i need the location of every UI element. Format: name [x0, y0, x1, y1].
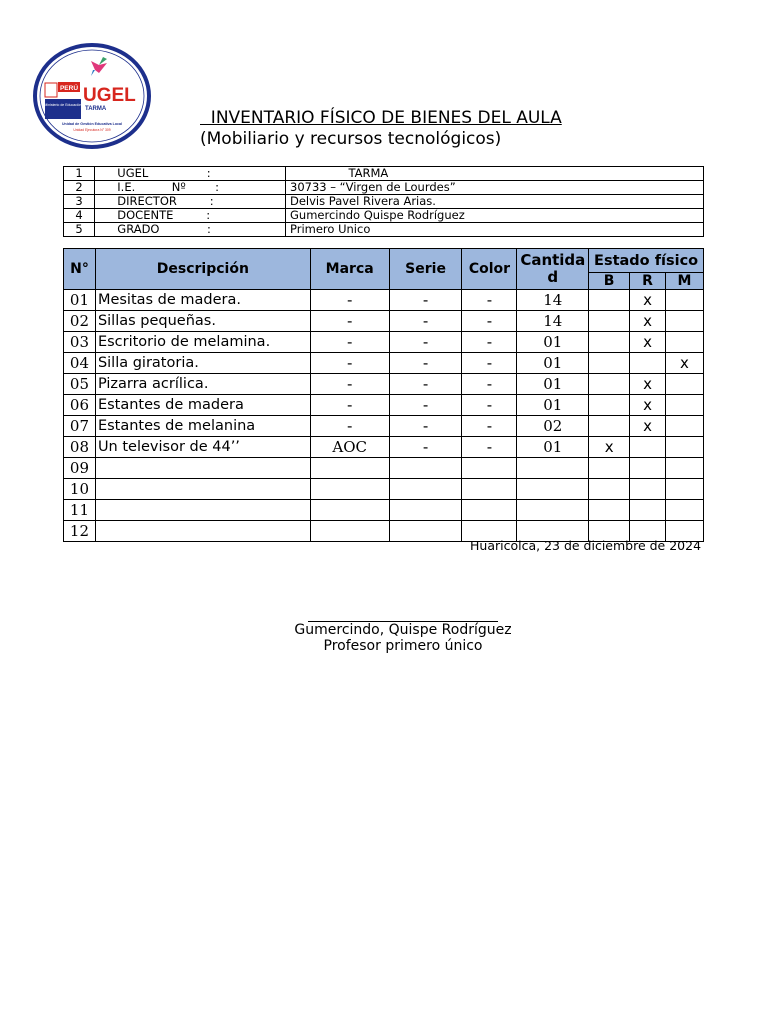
- row-state-b: [589, 458, 630, 479]
- row-state-r: x: [630, 290, 666, 311]
- header-serie: Serie: [389, 249, 462, 290]
- row-state-b: [589, 500, 630, 521]
- table-row: [64, 479, 704, 500]
- inventory-table: [63, 248, 704, 542]
- row-state-b: [589, 332, 630, 353]
- row-color: -: [462, 374, 517, 395]
- title-line-1: INVENTARIO FÍSICO DE BIENES DEL AULA: [200, 108, 562, 128]
- row-state-m: [665, 374, 703, 395]
- row-state-m: [665, 458, 703, 479]
- row-description: Pizarra acrílica.: [95, 374, 310, 395]
- row-serie: -: [389, 395, 462, 416]
- info-index: 2: [64, 181, 95, 195]
- header-state-m: M: [665, 273, 703, 290]
- row-serie: -: [389, 290, 462, 311]
- row-color: [462, 458, 517, 479]
- document-title: [200, 108, 600, 149]
- header-description: Descripción: [95, 249, 310, 290]
- row-state-b: [589, 290, 630, 311]
- row-state-m: [665, 479, 703, 500]
- row-brand: -: [310, 374, 389, 395]
- row-description: Silla giratoria.: [95, 353, 310, 374]
- info-index: 5: [64, 223, 95, 237]
- table-row: [64, 395, 704, 416]
- row-brand: -: [310, 311, 389, 332]
- row-brand: [310, 500, 389, 521]
- info-index: 3: [64, 195, 95, 209]
- row-number: 04: [64, 353, 96, 374]
- row-quantity: 14: [517, 290, 589, 311]
- row-number: 01: [64, 290, 96, 311]
- row-state-m: [665, 311, 703, 332]
- row-number: 03: [64, 332, 96, 353]
- row-brand: -: [310, 395, 389, 416]
- info-key: I.E. Nº :: [95, 181, 286, 195]
- date-line: Huaricolca, 23 de diciembre de 2024: [470, 538, 702, 553]
- row-serie: -: [389, 416, 462, 437]
- row-serie: -: [389, 437, 462, 458]
- header-quantity: Cantidad: [517, 249, 589, 290]
- info-key: DIRECTOR :: [95, 195, 286, 209]
- row-state-r: x: [630, 395, 666, 416]
- row-quantity: 02: [517, 416, 589, 437]
- table-row: [64, 353, 704, 374]
- row-color: [462, 500, 517, 521]
- row-description: Estantes de melanina: [95, 416, 310, 437]
- info-value: Primero Unico: [286, 223, 704, 237]
- row-number: 09: [64, 458, 96, 479]
- row-state-r: [630, 353, 666, 374]
- row-state-b: [589, 416, 630, 437]
- row-number: 07: [64, 416, 96, 437]
- row-state-r: x: [630, 311, 666, 332]
- table-row: [64, 437, 704, 458]
- svg-text:Unidad Ejecutora N° 309: Unidad Ejecutora N° 309: [73, 128, 111, 132]
- row-description: [95, 521, 310, 542]
- row-state-b: [589, 374, 630, 395]
- info-row: [64, 167, 704, 181]
- row-brand: -: [310, 416, 389, 437]
- row-color: -: [462, 332, 517, 353]
- row-quantity: 01: [517, 437, 589, 458]
- header-physical-state: Estado físico: [589, 249, 704, 273]
- row-serie: [389, 521, 462, 542]
- row-state-r: [630, 458, 666, 479]
- row-serie: -: [389, 332, 462, 353]
- header-state-b: B: [589, 273, 630, 290]
- row-number: 06: [64, 395, 96, 416]
- table-row: [64, 332, 704, 353]
- row-state-r: [630, 479, 666, 500]
- row-state-r: x: [630, 332, 666, 353]
- row-brand: [310, 458, 389, 479]
- row-brand: AOC: [310, 437, 389, 458]
- info-value: 30733 – “Virgen de Lourdes”: [286, 181, 704, 195]
- row-number: 12: [64, 521, 96, 542]
- info-key: DOCENTE :: [95, 209, 286, 223]
- info-value: Delvis Pavel Rivera Arias.: [286, 195, 704, 209]
- table-row: [64, 311, 704, 332]
- table-row: [64, 458, 704, 479]
- row-quantity: 01: [517, 395, 589, 416]
- row-description: [95, 479, 310, 500]
- signature-name: Gumercindo, Quispe Rodríguez: [294, 622, 512, 638]
- row-state-m: [665, 290, 703, 311]
- row-number: 05: [64, 374, 96, 395]
- svg-text:UGEL: UGEL: [83, 85, 136, 106]
- row-state-m: [665, 437, 703, 458]
- row-color: -: [462, 416, 517, 437]
- row-state-r: [630, 437, 666, 458]
- ugel-tarma-logo: [33, 43, 151, 149]
- row-description: Estantes de madera: [95, 395, 310, 416]
- info-value: Gumercindo Quispe Rodríguez: [286, 209, 704, 223]
- row-serie: -: [389, 374, 462, 395]
- row-state-b: x: [589, 437, 630, 458]
- info-key: UGEL :: [95, 167, 286, 181]
- table-row: [64, 374, 704, 395]
- svg-text:PERÚ: PERÚ: [59, 85, 79, 92]
- row-number: 08: [64, 437, 96, 458]
- row-state-r: [630, 500, 666, 521]
- row-brand: [310, 479, 389, 500]
- row-brand: [310, 521, 389, 542]
- header-color: Color: [462, 249, 517, 290]
- row-state-b: [589, 479, 630, 500]
- row-quantity: 01: [517, 374, 589, 395]
- table-row: [64, 290, 704, 311]
- row-quantity: 14: [517, 311, 589, 332]
- info-value: TARMA: [286, 167, 704, 181]
- row-serie: -: [389, 311, 462, 332]
- info-row: [64, 195, 704, 209]
- row-color: [462, 479, 517, 500]
- row-color: -: [462, 437, 517, 458]
- info-row: [64, 181, 704, 195]
- row-description: Escritorio de melamina.: [95, 332, 310, 353]
- row-state-r: x: [630, 374, 666, 395]
- row-state-b: [589, 395, 630, 416]
- row-state-m: [665, 332, 703, 353]
- row-description: Sillas pequeñas.: [95, 311, 310, 332]
- row-serie: -: [389, 353, 462, 374]
- table-row: [64, 500, 704, 521]
- info-table: [63, 166, 704, 237]
- info-row: [64, 223, 704, 237]
- row-state-r: x: [630, 416, 666, 437]
- row-brand: -: [310, 332, 389, 353]
- row-number: 02: [64, 311, 96, 332]
- row-state-m: [665, 395, 703, 416]
- row-quantity: [517, 458, 589, 479]
- row-serie: [389, 458, 462, 479]
- info-index: 1: [64, 167, 95, 181]
- row-description: [95, 500, 310, 521]
- info-index: 4: [64, 209, 95, 223]
- table-row: [64, 416, 704, 437]
- row-serie: [389, 479, 462, 500]
- svg-text:Ministerio de Educación: Ministerio de Educación: [44, 103, 82, 107]
- row-color: -: [462, 395, 517, 416]
- header-state-r: R: [630, 273, 666, 290]
- row-color: -: [462, 311, 517, 332]
- signature-block: [250, 622, 556, 654]
- info-key: GRADO :: [95, 223, 286, 237]
- row-quantity: 01: [517, 332, 589, 353]
- header-number: N°: [64, 249, 96, 290]
- signature-role: Profesor primero único: [323, 638, 483, 654]
- row-state-m: [665, 416, 703, 437]
- row-number: 11: [64, 500, 96, 521]
- header-brand: Marca: [310, 249, 389, 290]
- svg-text:Unidad de Gestión Educativa Lo: Unidad de Gestión Educativa Local: [61, 122, 123, 126]
- row-description: Un televisor de 44’’: [95, 437, 310, 458]
- row-serie: [389, 500, 462, 521]
- row-quantity: [517, 500, 589, 521]
- svg-text:TARMA: TARMA: [85, 106, 107, 112]
- row-number: 10: [64, 479, 96, 500]
- row-brand: -: [310, 353, 389, 374]
- row-state-b: [589, 311, 630, 332]
- info-row: [64, 209, 704, 223]
- row-state-m: x: [665, 353, 703, 374]
- row-quantity: [517, 479, 589, 500]
- row-description: Mesitas de madera.: [95, 290, 310, 311]
- row-color: -: [462, 353, 517, 374]
- row-color: -: [462, 290, 517, 311]
- title-line-2: (Mobiliario y recursos tecnológicos): [200, 129, 502, 149]
- row-state-b: [589, 353, 630, 374]
- row-state-m: [665, 500, 703, 521]
- row-brand: -: [310, 290, 389, 311]
- row-description: [95, 458, 310, 479]
- row-quantity: 01: [517, 353, 589, 374]
